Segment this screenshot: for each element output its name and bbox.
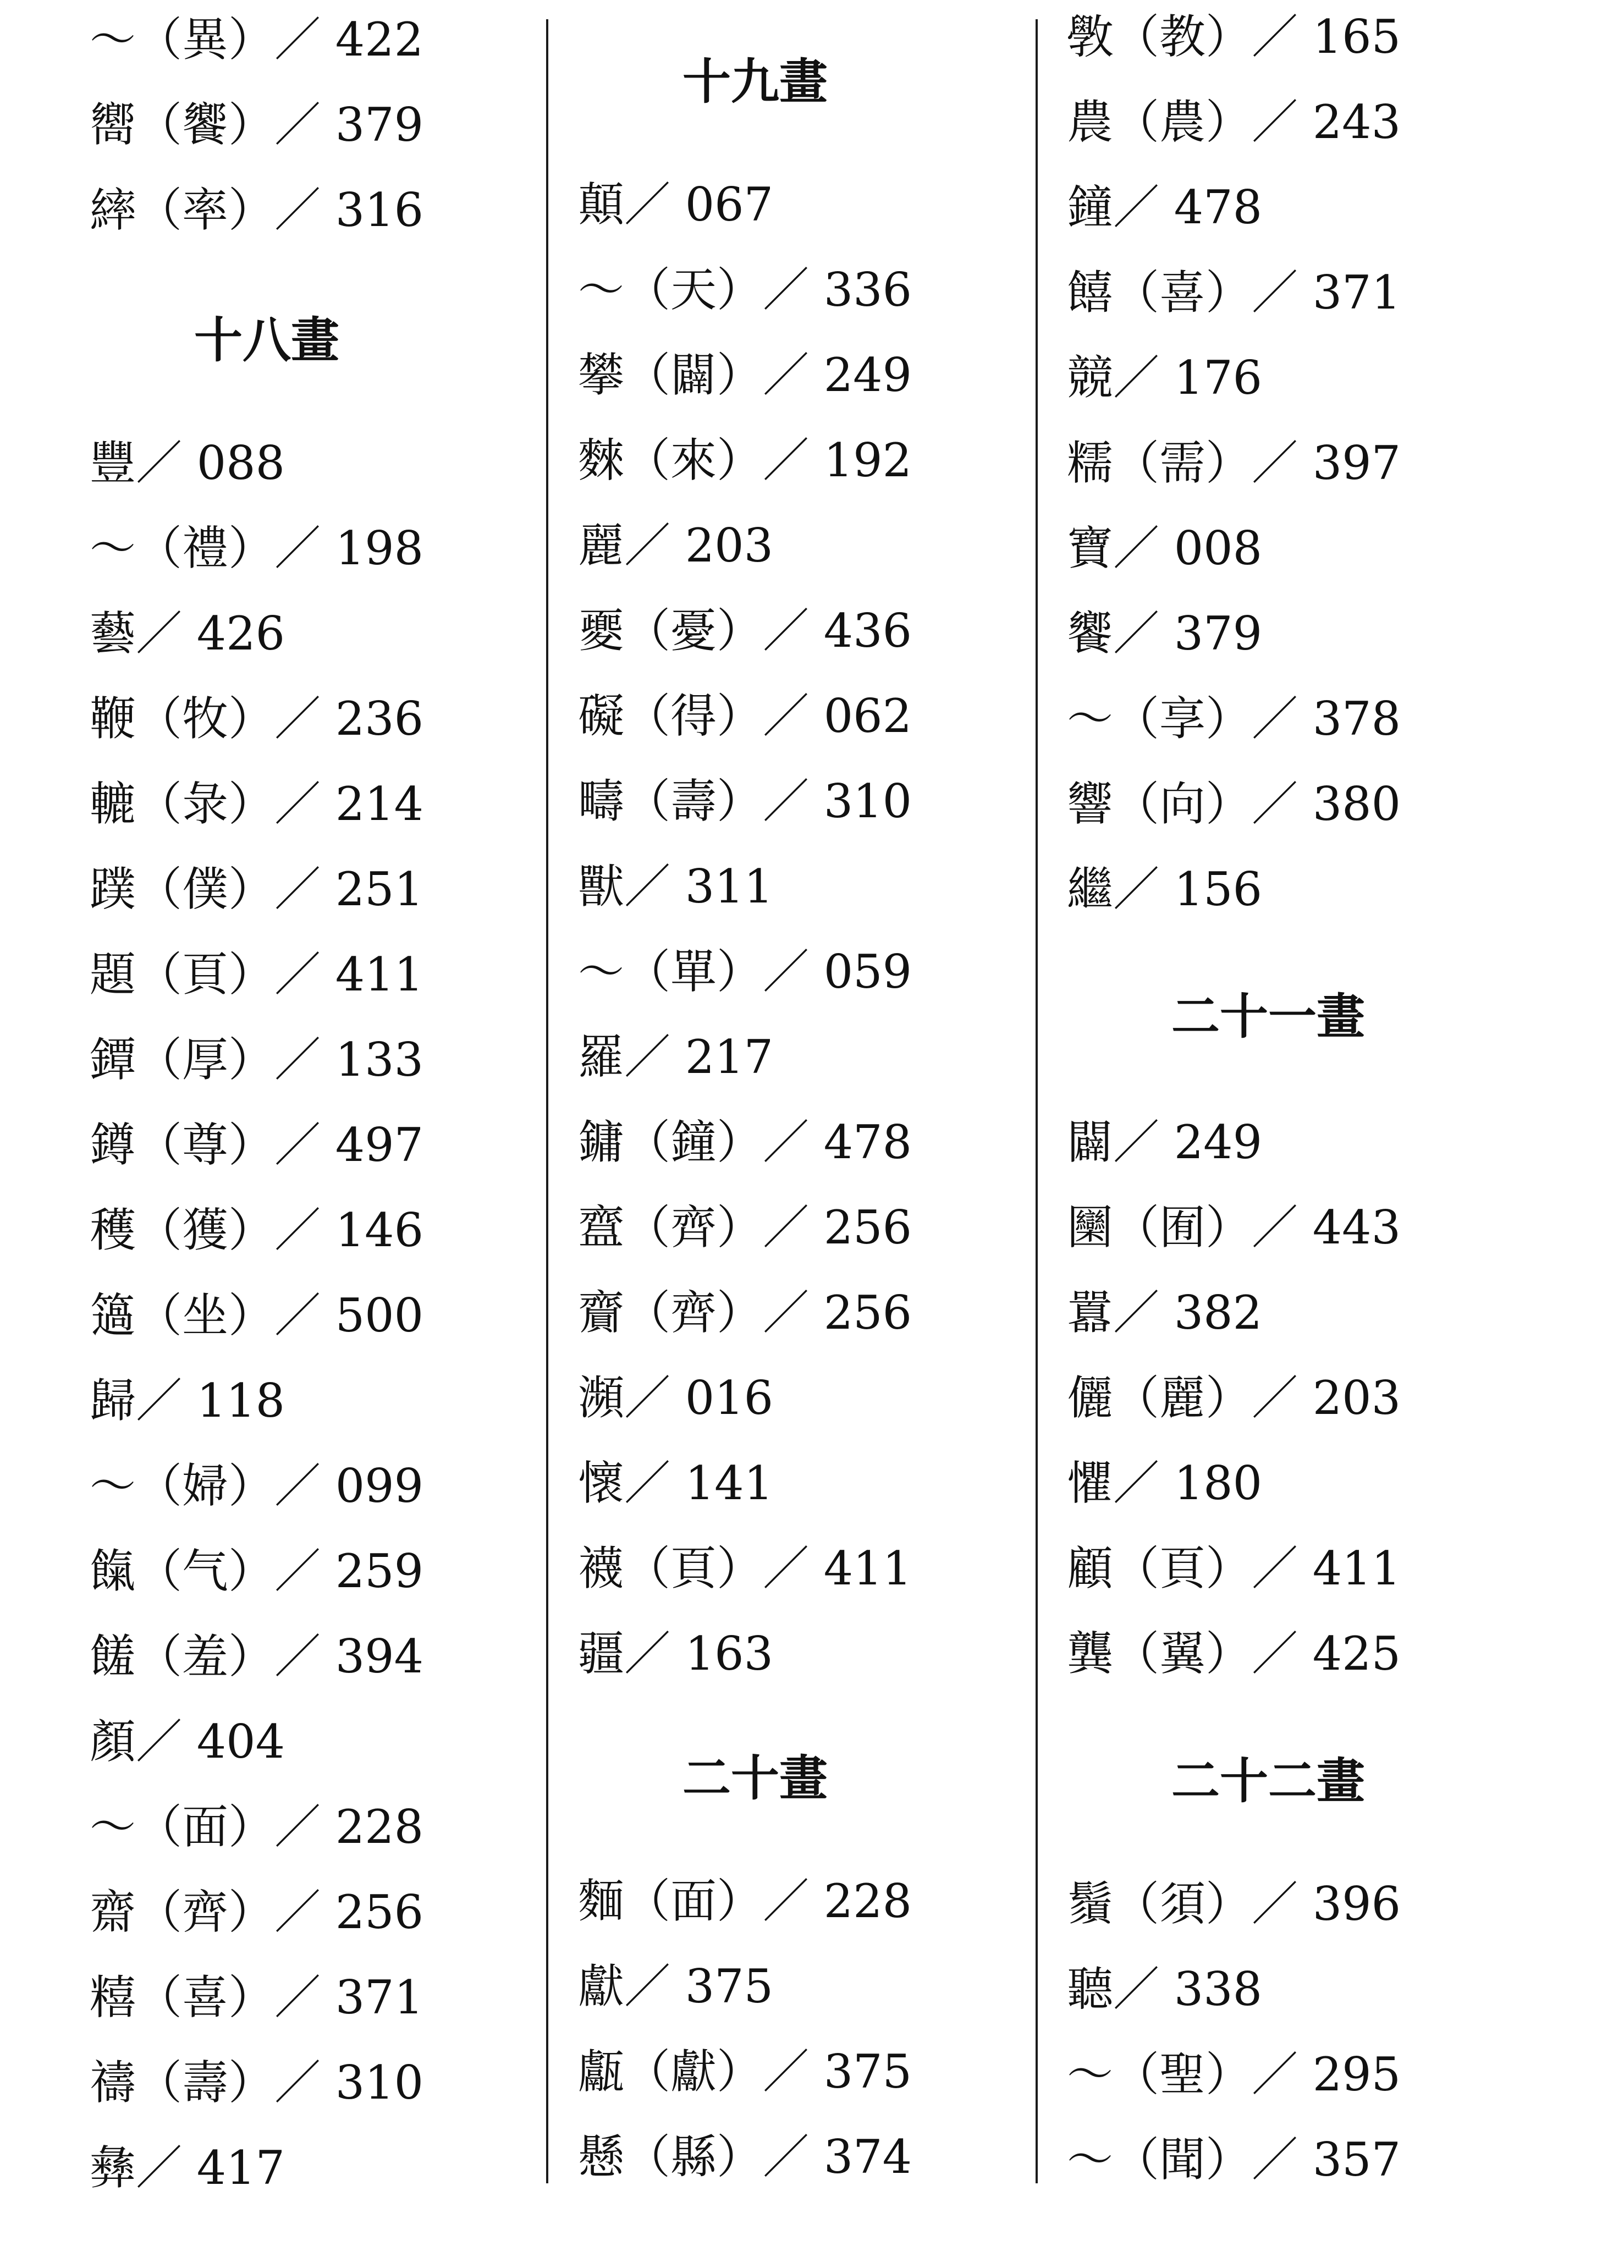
index-entry: 題（頁）／ 411 xyxy=(90,948,424,1001)
index-entry: 疆／ 163 xyxy=(578,1627,774,1681)
index-entry: 饈（羞）／ 394 xyxy=(90,1630,424,1683)
index-entry: 囂／ 382 xyxy=(1067,1286,1263,1340)
index-entry: ～（聞）／ 357 xyxy=(1067,2133,1401,2187)
column-divider-1 xyxy=(546,19,548,2183)
index-entry: 齍（齊）／ 256 xyxy=(578,1201,912,1254)
index-entry: 儷（麗）／ 203 xyxy=(1067,1371,1401,1425)
index-entry: 麳（來）／ 192 xyxy=(578,433,912,487)
index-entry: 攀（闢）／ 249 xyxy=(578,348,912,402)
index-entry: 鬚（須）／ 396 xyxy=(1067,1877,1401,1931)
index-entry: 穫（獲）／ 146 xyxy=(90,1203,424,1257)
index-entry: 顏／ 404 xyxy=(90,1715,285,1769)
index-entry: 鏞（鐘）／ 478 xyxy=(578,1115,912,1169)
index-entry: 轆（彔）／ 214 xyxy=(90,777,424,831)
index-entry: ～（面）／ 228 xyxy=(90,1800,424,1854)
index-entry: 疇（壽）／ 310 xyxy=(578,774,912,828)
stroke-count-heading: 十八畫 xyxy=(194,312,340,368)
index-entry: 響（向）／ 380 xyxy=(1067,777,1401,831)
index-entry: 斆（教）／ 165 xyxy=(1067,10,1401,64)
index-entry: 蹼（僕）／ 251 xyxy=(90,862,424,916)
index-entry: 歸／ 118 xyxy=(90,1374,285,1428)
stroke-count-heading: 二十畫 xyxy=(682,1750,828,1807)
index-entry: 聽／ 338 xyxy=(1067,1962,1263,2016)
index-entry: 懸（縣）／ 374 xyxy=(578,2130,912,2184)
stroke-count-heading: 二十二畫 xyxy=(1171,1753,1366,1809)
index-entry: 顧（頁）／ 411 xyxy=(1067,1542,1401,1595)
index-entry: 禱（壽）／ 310 xyxy=(90,2056,424,2110)
index-entry: 闢／ 249 xyxy=(1067,1115,1263,1169)
index-entry: 糯（需）／ 397 xyxy=(1067,436,1401,490)
index-entry: 鐔（厚）／ 133 xyxy=(90,1033,424,1087)
index-entry: 顛／ 067 xyxy=(578,178,774,232)
index-entry: 糦（喜）／ 371 xyxy=(90,1970,424,2024)
index-entry: 獻／ 375 xyxy=(578,1959,774,2013)
stroke-count-heading: 二十一畫 xyxy=(1171,988,1366,1045)
index-entry: 繼／ 156 xyxy=(1067,862,1263,916)
index-entry: ～（婦）／ 099 xyxy=(90,1459,424,1513)
index-entry: 圞（囿）／ 443 xyxy=(1067,1201,1401,1254)
index-entry: 懷／ 141 xyxy=(578,1456,774,1510)
index-entry: 藝／ 426 xyxy=(90,607,285,660)
index-entry: 麵（面）／ 228 xyxy=(578,1874,912,1928)
index-entry: 鞭（牧）／ 236 xyxy=(90,692,424,746)
index-entry: 齎（齊）／ 256 xyxy=(578,1286,912,1340)
index-entry: 豐／ 088 xyxy=(90,436,285,490)
index-entry: ～（聖）／ 295 xyxy=(1067,2047,1401,2101)
index-entry: 彝／ 417 xyxy=(90,2141,285,2195)
index-entry: ～（享）／ 378 xyxy=(1067,692,1401,746)
index-entry: 鐘／ 478 xyxy=(1067,180,1263,234)
index-entry: 饗／ 379 xyxy=(1067,607,1263,660)
index-entry: 繂（率）／ 316 xyxy=(90,183,424,237)
index-entry: 麗／ 203 xyxy=(578,519,774,572)
index-entry: 襪（頁）／ 411 xyxy=(578,1542,912,1595)
index-entry: 獸／ 311 xyxy=(578,860,774,913)
column-divider-2 xyxy=(1036,19,1038,2183)
index-entry: 礙（得）／ 062 xyxy=(578,689,912,743)
index-entry: 羅／ 217 xyxy=(578,1030,774,1084)
index-entry: 懼／ 180 xyxy=(1067,1456,1263,1510)
index-entry: 瀕／ 016 xyxy=(578,1371,774,1425)
index-entry: 寶／ 008 xyxy=(1067,521,1263,575)
index-entry: 夒（憂）／ 436 xyxy=(578,604,912,658)
index-entry: 競／ 176 xyxy=(1067,351,1263,405)
index-entry: 饎（喜）／ 371 xyxy=(1067,266,1401,320)
index-entry: ～（禮）／ 198 xyxy=(90,521,424,575)
index-entry: 甗（獻）／ 375 xyxy=(578,2045,912,2099)
stroke-count-heading: 十九畫 xyxy=(682,53,828,110)
index-entry: ～（異）／ 422 xyxy=(90,13,424,67)
index-entry: ～（天）／ 336 xyxy=(578,263,912,317)
index-entry: 農（農）／ 243 xyxy=(1067,95,1401,149)
index-entry: 鐏（尊）／ 497 xyxy=(90,1118,424,1172)
index-entry: 餼（气）／ 259 xyxy=(90,1544,424,1598)
index-entry: 簻（坐）／ 500 xyxy=(90,1289,424,1342)
index-entry: 齋（齊）／ 256 xyxy=(90,1885,424,1939)
index-entry: 龔（翼）／ 425 xyxy=(1067,1627,1401,1681)
index-entry: 嚮（饗）／ 379 xyxy=(90,98,424,152)
index-entry: ～（單）／ 059 xyxy=(578,945,912,999)
